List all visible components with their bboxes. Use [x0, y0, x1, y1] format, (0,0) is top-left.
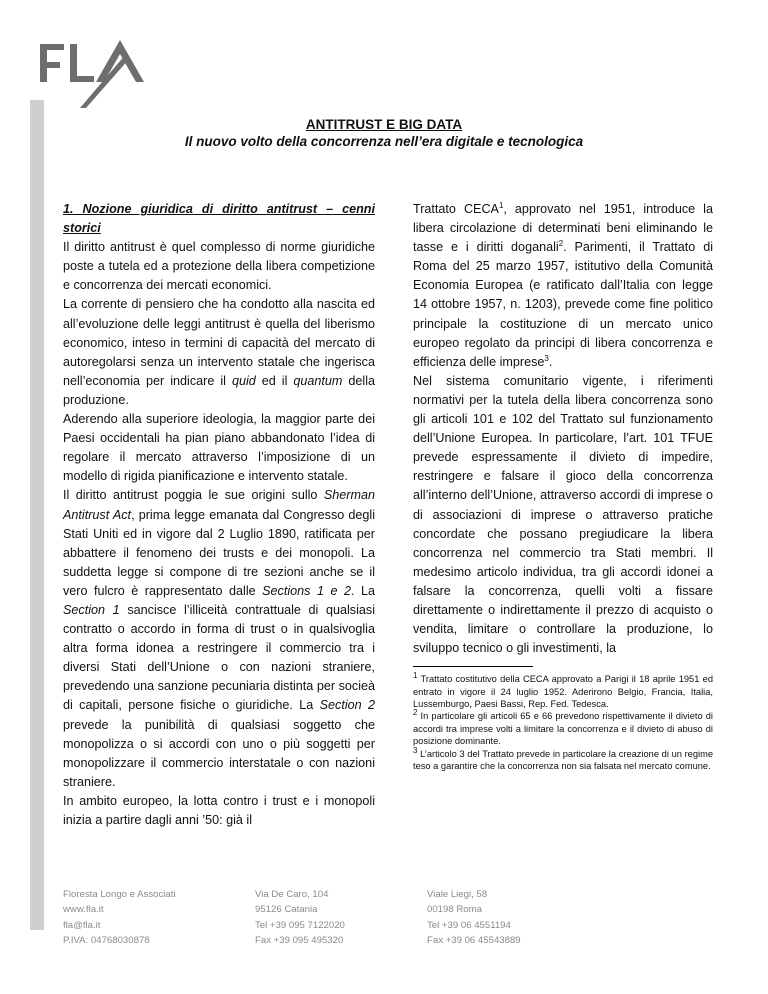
section-heading: 1. Nozione giuridica di diritto antitrust – cenni storici — [63, 202, 375, 236]
paragraph: In ambito europeo, la lotta contro i trust e i monopoli inizia a partire dagli anni ’50: già il — [63, 793, 375, 827]
fla-logo — [40, 40, 152, 110]
footnote-ref: 1 — [498, 200, 504, 210]
footnote: $^1$ Trattato costitutivo della CECA approvato a Parigi il 18 aprile 1951 ed entrato in vigore il 24 luglio 1952. Aderirono Belgio, Francia, Italia, Lussemburgo, Paesi Bassi, Rep. Fed. Tedesca. — [413, 671, 713, 710]
footnote-ref: 3 — [544, 353, 549, 363]
paragraph: Il diritto antitrust è quel complesso di norme giuridiche poste a tutela ed a protezione della libera competizione e concorrenza dei mercati economici. — [63, 240, 375, 293]
footnote: $^3$ L’articolo 3 del Trattato prevede in particolare la creazione di un regime teso a garantire che la concorrenza non sia falsata nel mercato comune. — [413, 745, 713, 772]
fax: Fax +39 06 45543889 — [427, 934, 521, 946]
address-line: 00198 Roma — [427, 904, 482, 916]
footnotes — [413, 673, 713, 772]
email-link[interactable]: fla@fla.it — [63, 919, 101, 931]
right-column — [413, 200, 713, 773]
paragraph: Trattato CECA$^1$, approvato nel 1951, introduce la libera circolazione di determinati beni eliminando le tasse e i diritti doganali$^2$. Parimenti, il Trattato di Roma del 25 marzo 1957, istitutivo della Comunità Economia Europea (e ratificato dall’Italia con legge 14 ottobre 1957, n. 1203), prevede come fine politico principale la costituzione di un mercato unico europeo regolato da principi di libera concorrenza e efficienza delle imprese$^3$. — [413, 200, 713, 369]
document-title: ANTITRUST E BIG DATA — [305, 117, 463, 132]
footer-catania-office — [255, 887, 345, 948]
phone: Tel +39 095 7122020 — [255, 919, 345, 931]
paragraph: Nel sistema comunitario vigente, i riferimenti normativi per la tutela della libera concorrenza sono gli articoli 101 e 102 del Trattato sul funzionamento dell’Unione Europea. In particolare, l’art. 101 TFUE prevede espressamente il divieto di impedire, restringere e falsare il gioco della concorrenza all’interno dell’Unione, attraverso accordi di imprese o di associazioni di imprese o attraverso pratiche concordate che possano pregiudicare la libera concorrenza nel commercio tra Stati membri. Il medesimo articolo individua, tra gli accordi idonei a falsare la concorrenza, quelli volti a fissare direttamente o indirettamente il prezzo di acquisto o vendita, limitare o controllare la produzione, lo sviluppo tecnico o gli investimenti, la — [413, 373, 713, 656]
footer-roma-office — [427, 887, 521, 948]
phone: Tel +39 06 4551194 — [427, 919, 511, 931]
footnote-divider — [413, 666, 533, 667]
vat-number: P.IVA: 04768030878 — [63, 934, 150, 946]
address-line: 95126 Catania — [255, 904, 318, 916]
footnote-ref: 2 — [558, 239, 564, 248]
left-column — [63, 200, 375, 830]
website-link[interactable]: www.fla.it — [63, 904, 104, 916]
paragraph: Aderendo alla superiore ideologia, la maggior parte dei Paesi occidentali ha pian piano abbandonato l’idea di regolare il mercato attraverso l’imposizione di un modello di rigida pianificazione e intervento statale. — [63, 412, 375, 484]
document-heading — [0, 117, 768, 149]
sidebar-decoration-bar — [30, 100, 44, 930]
address-line: Viale Liegi, 58 — [427, 889, 488, 900]
footnote: $^2$ In particolare gli articoli 65 e 66 prevedono rispettivamente il divieto di accordi tra imprese volti a limitare la concorrenza e il divieto di abuso di posizione dominante. — [413, 708, 713, 747]
address-line: Via De Caro, 104 — [255, 889, 329, 900]
fla-logo-icon — [40, 40, 152, 110]
document-subtitle: Il nuovo volto della concorrenza nell’era digitale e tecnologica — [184, 134, 584, 149]
footer-firm-info — [63, 887, 176, 948]
paragraph: Il diritto antitrust poggia le sue origini sullo Sherman Antitrust Act, prima legge emanata dal Congresso degli Stati Uniti ed in vigore dal 2 Luglio 1890, ratificata per abbattere il fenomeno dei trusts e dei monopoli. La suddetta legge si compone di tre sezioni anche se il vero fulcro è rappresentato dalle Sections 1 e 2. La Section 1 sancisce l’illiceità contrattuale di qualsiasi contratto o accordo in forma di trust o in qualsivoglia altra forma idonea a restringere il commercio tra i diversi Stati dell’Unione o con nazioni straniere, prevedendo una sanzione pecuniaria distinta per socieà di capitali, persone fisiche o giuridiche. La Section 2 prevede la punibilità di qualsiasi soggetto che monopolizza o si accordi con uno o più soggetti per monopolizzare il commercio interstatale o con nazioni straniere. — [63, 488, 376, 789]
fax: Fax +39 095 495320 — [255, 934, 344, 946]
paragraph: La corrente di pensiero che ha condotto alla nascita ed all’evoluzione delle leggi antitrust è quella del liberismo economico, inteso in termini di capacità del mercato di autoregolarsi senza un intervento statale che ingerisca nell’economia per indicare il quid ed il quantum della produzione. — [63, 297, 376, 407]
firm-name: Floresta Longo e Associati — [63, 889, 176, 900]
